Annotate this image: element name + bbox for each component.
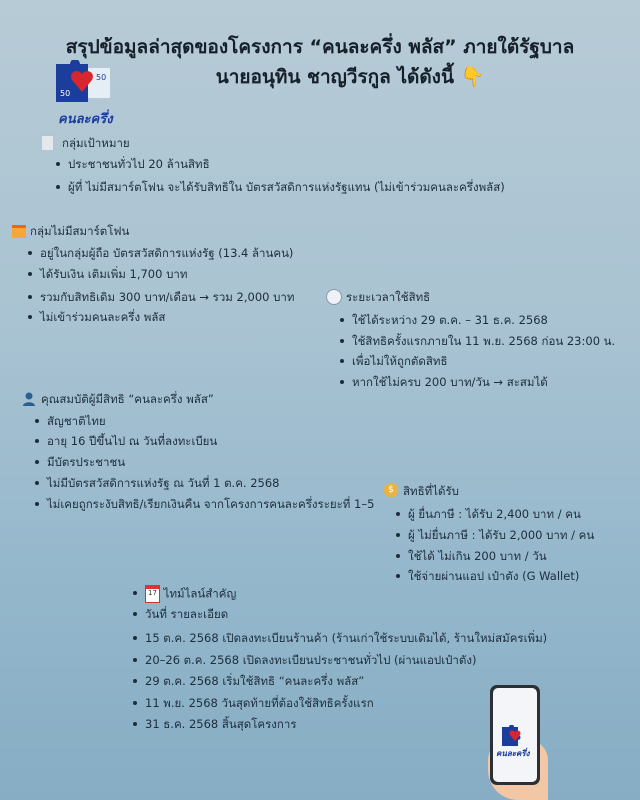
- timeline-heading: [145, 585, 236, 603]
- list-item: ผู้ ยื่นภาษี : ได้รับ 2,400 บาท / คน: [408, 507, 581, 521]
- list-item: 11 พ.ย. 2568 วันสุดท้ายที่ต้องใช้สิทธิครั้งแรก: [145, 696, 374, 710]
- list-item: ผู้ ไม่ยื่นภาษี : ได้รับ 2,000 บาท / คน: [408, 528, 595, 542]
- list-item: วันที่ รายละเอียด: [145, 607, 229, 621]
- list-item: ไม่เคยถูกระงับสิทธิ/เรียกเงินคืน จากโครงการคนละครึ่งระยะที่ 1–5: [47, 497, 375, 511]
- logo-num-right: 50: [96, 73, 107, 82]
- credit-card-icon: [12, 225, 26, 238]
- list-item: 15 ต.ค. 2568 เปิดลงทะเบียนร้านค้า (ร้านเก่าใช้ระบบเดิมได้, ร้านใหม่สมัครเพิ่ม): [145, 631, 548, 645]
- list-item: 20–26 ต.ค. 2568 เปิดลงทะเบียนประชาชนทั่วไป (ผ่านแอปเป๋าตัง): [145, 653, 477, 667]
- list-item: ใช้ได้ ไม่เกิน 200 บาท / วัน: [408, 549, 547, 563]
- list-item: ใช้ได้ระหว่าง 29 ต.ค. – 31 ธ.ค. 2568: [352, 313, 548, 327]
- timeline-heading-text: ไทม์ไลน์สำคัญ: [163, 586, 237, 601]
- list-item: ผู้ที่ ไม่มีสมาร์ตโฟน จะได้รับสิทธิใน บัตรสวัสดิการแห่งรัฐแทน (ไม่เข้าร่วมคนละครึ่งพลัส): [68, 180, 505, 194]
- list-item: 29 ต.ค. 2568 เริ่มใช้สิทธิ “คนละครึ่ง พลัส”: [145, 674, 365, 688]
- logo: [52, 60, 122, 130]
- document-icon: [41, 135, 54, 151]
- list-item: อายุ 16 ปีขึ้นไป ณ วันที่ลงทะเบียน: [47, 434, 218, 448]
- money-bag-icon: $: [384, 483, 398, 497]
- clock-icon: [326, 289, 342, 305]
- person-icon: [22, 391, 36, 405]
- phone-illustration: [478, 685, 558, 800]
- list-item: ได้รับเงิน เติมเพิ่ม 1,700 บาท: [40, 267, 188, 281]
- logo-text: คนละครึ่ง: [58, 112, 113, 127]
- list-item: ใช้สิทธิครั้งแรกภายใน 11 พ.ย. 2568 ก่อน 23:00 น.: [352, 334, 616, 348]
- title-line1: สรุปข้อมูลล่าสุดของโครงการ “คนละครึ่ง พลัส” ภายใต้รัฐบาล: [65, 36, 575, 58]
- phone-logo-text: คนละครึ่ง: [496, 749, 530, 758]
- list-item: หากใช้ไม่ครบ 200 บาท/วัน → สะสมได้: [352, 375, 548, 389]
- no-phone-heading: กลุ่มไม่มีสมาร์ตโฟน: [30, 224, 130, 238]
- target-heading: กลุ่มเป้าหมาย: [62, 136, 130, 150]
- eligibility-heading: คุณสมบัติผู้มีสิทธิ “คนละครึ่ง พลัส”: [41, 392, 214, 406]
- list-item: มีบัตรประชาชน: [47, 455, 126, 469]
- list-item: รวมกับสิทธิเดิม 300 บาท/เดือน → รวม 2,000 บาท: [40, 290, 295, 304]
- logo-num-left: 50: [60, 89, 71, 98]
- benefits-heading: สิทธิที่ได้รับ: [403, 484, 459, 498]
- puzzle-heart-icon: [52, 60, 116, 104]
- list-item: 31 ธ.ค. 2568 สิ้นสุดโครงการ: [145, 717, 297, 731]
- list-item: อยู่ในกลุ่มผู้ถือ บัตรสวัสดิการแห่งรัฐ (13.4 ล้านคน): [40, 246, 294, 260]
- title-line2: [60, 62, 640, 92]
- list-item: สัญชาติไทย: [47, 414, 106, 428]
- period-heading: ระยะเวลาใช้สิทธิ: [346, 290, 431, 304]
- list-item: ไม่เข้าร่วมคนละครึ่ง พลัส: [40, 310, 166, 324]
- list-item: เพื่อไม่ให้ถูกตัดสิทธิ: [352, 354, 448, 368]
- list-item: ใช้จ่ายผ่านแอป เป๋าตัง (G Wallet): [408, 569, 580, 583]
- list-item: ไม่มีบัตรสวัสดิการแห่งรัฐ ณ วันที่ 1 ต.ค. 2568: [47, 476, 280, 490]
- list-item: ประชาชนทั่วไป 20 ล้านสิทธิ: [68, 157, 210, 171]
- calendar-icon: 17: [145, 585, 160, 603]
- title-line2-text: นายอนุทิน ชาญวีรกูล ได้ดังนี้: [215, 66, 454, 88]
- pointing-down-icon: 👇: [460, 66, 485, 88]
